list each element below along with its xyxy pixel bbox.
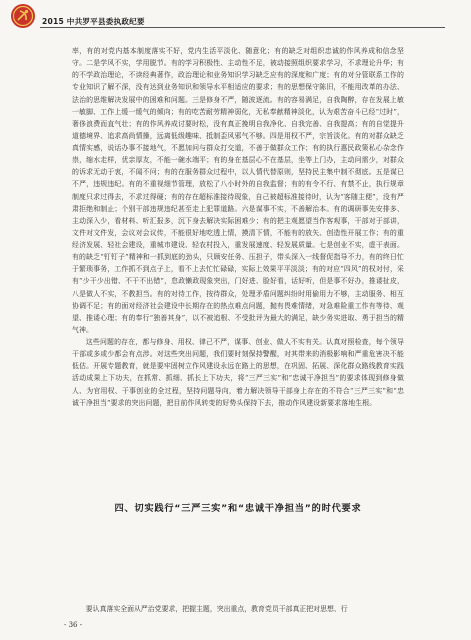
header-divider (40, 27, 445, 28)
party-emblem-icon (10, 3, 36, 29)
body-text (72, 45, 404, 409)
section-heading: 四、切实践行“三严三实”和“忠诚干净担当”的时代要求 (114, 503, 362, 514)
page-number: - 36 - (64, 621, 83, 629)
paragraph: 这些问题的存在，都与修身、用权、律己不严，谋事、创业、做人不实有关。认真对照检查，每个领导干部或多或少都会有点涉。对这些突出问题，我们要时刻保持警醒，对其带来的消极影响和严重危害决不能低估。开展专题教育，就是要牢固树立作风建设永远在路上的思想，在巩固、拓展、深化群众路线教育实践活动成果上下功夫，在抓常、抓细、抓长上下功夫，将“三严三实”和“忠诚干净担当”的要求体现到修身做人、为官用权、干事创业的全过程，坚持问题导向，着力解决领导干部身上存在的不符合“三严三实”和“忠诚干净担当”要求的突出问题，把目前作风转变的好势头保持下去，推动作风建设新要求落地生根。 (72, 338, 404, 407)
page-header-title: 2015 中共罗平县委执政纪要 (42, 17, 145, 26)
paragraph-continued: 率，有的对党内基本制度落实不好，党内生活平淡化、随意化；有的缺乏对组织忠诚的作风养成和信念坚守。二是学风不实，学用脱节。有的学习积极性、主动性不足，被动接照组织要求学习，不求理论升华；有的不学政治理论，不读经典著作，政治理论和业务知识学习缺乏应有的深度和广度；有的对分管联系工作的专业知识了解不深，没有达到业务知识和领导水平相适应的要求；有的思想保守陈旧，不能用改革的办法、法治的思维解决发展中的困难和问题。三是修身不严，随波逐流。有的容易满足，自我陶醉，存在发展上敏一敏脚、工作上缓一缓气的倾向；有的吃苦耐劳精神弱化，无私奉献精神淡化，认为艰苦奋斗已经“过时”，奢侈浪费而直气壮；有的作风养成讨要时松，没有真正挽明自我净化、自我完善、自我提高；有的自觉提升道德境界、追求高尚情操，远离低级趣味、抵制歪风邪气不够。四是用权不严，宗旨淡化。有的对群众缺乏真情实感，说话办事不接地气，不愿加问与群众打交道，不善于做群众工作；有的执行惠民政策私心杂念作祟，缩水走样，优亲厚友，不能一碗水端平；有的身在基层心不在基层，坐等上门办，主动问需少，对群众的诉求无动于衷，不闻不问；有的在服务群众过程中，以人情代替原则，坚持民主集中制不彻底。五是谋已不严，违规违纪。有的不重视细节管理，放松了八小时外的自我监督；有的有令不行、有禁不止，执行规章制度只求过得去，不求过得硬；有的存在超标准接待现象，自己被超标准接待时，认为“客随主便”，没有严肃拒绝和制止；个别干部违规违纪甚至走上犯罪道路。六是谋事不实，不善解治本。有的调研事先安排多、主动深入少，看材料、听汇报多，沉下身去解决实际困难少；有的把主观愿望当作客观事，干部对于部讲，文件对文件发，会议对会议传，不能很好地吃透上情，摸清下情，不能有的放矢、创造性开展工作；有的重经济发展、轻社会建设，重城市建设、轻农村投入，重发展速度、轻发展质量。七是创业不实，虚干表面。有的缺乏“钉钉子”精神和一抓到底的劲头，只顾安任务、压担子，带头深入一线督促指导不力，有的终日忙于繁琐事务，工作抓不到点子上，看不上去忙忙碌碌，实际上效果平平淡淡；有的对应“四风”的权对付，采有“少干少出错、不干不出错”，怠政懒政现象突出，门好进、脸好看，话好听，但是事不好办，推诿扯皮，八是做人不实，不教担当。有的对待工作，按待群众，处理矛盾问题纠纷时用偷用力不够，主动服务、相互协调不足；有的面对经济社会建设中长期存在的热点难点问题，抛有畏难情绪，对急难险重工作有等待、观望、推诿心理；有的奉行“独善其身”，以不被追根、不受批评为最大的满足，缺少务实进取、勇于担当的精气神。 (72, 47, 404, 334)
paragraph-start: 要认真落实全面从严治党要求，把握主题，突出重点，教育党员干部真正把对思想、行 (85, 605, 348, 613)
page-header (0, 0, 471, 40)
